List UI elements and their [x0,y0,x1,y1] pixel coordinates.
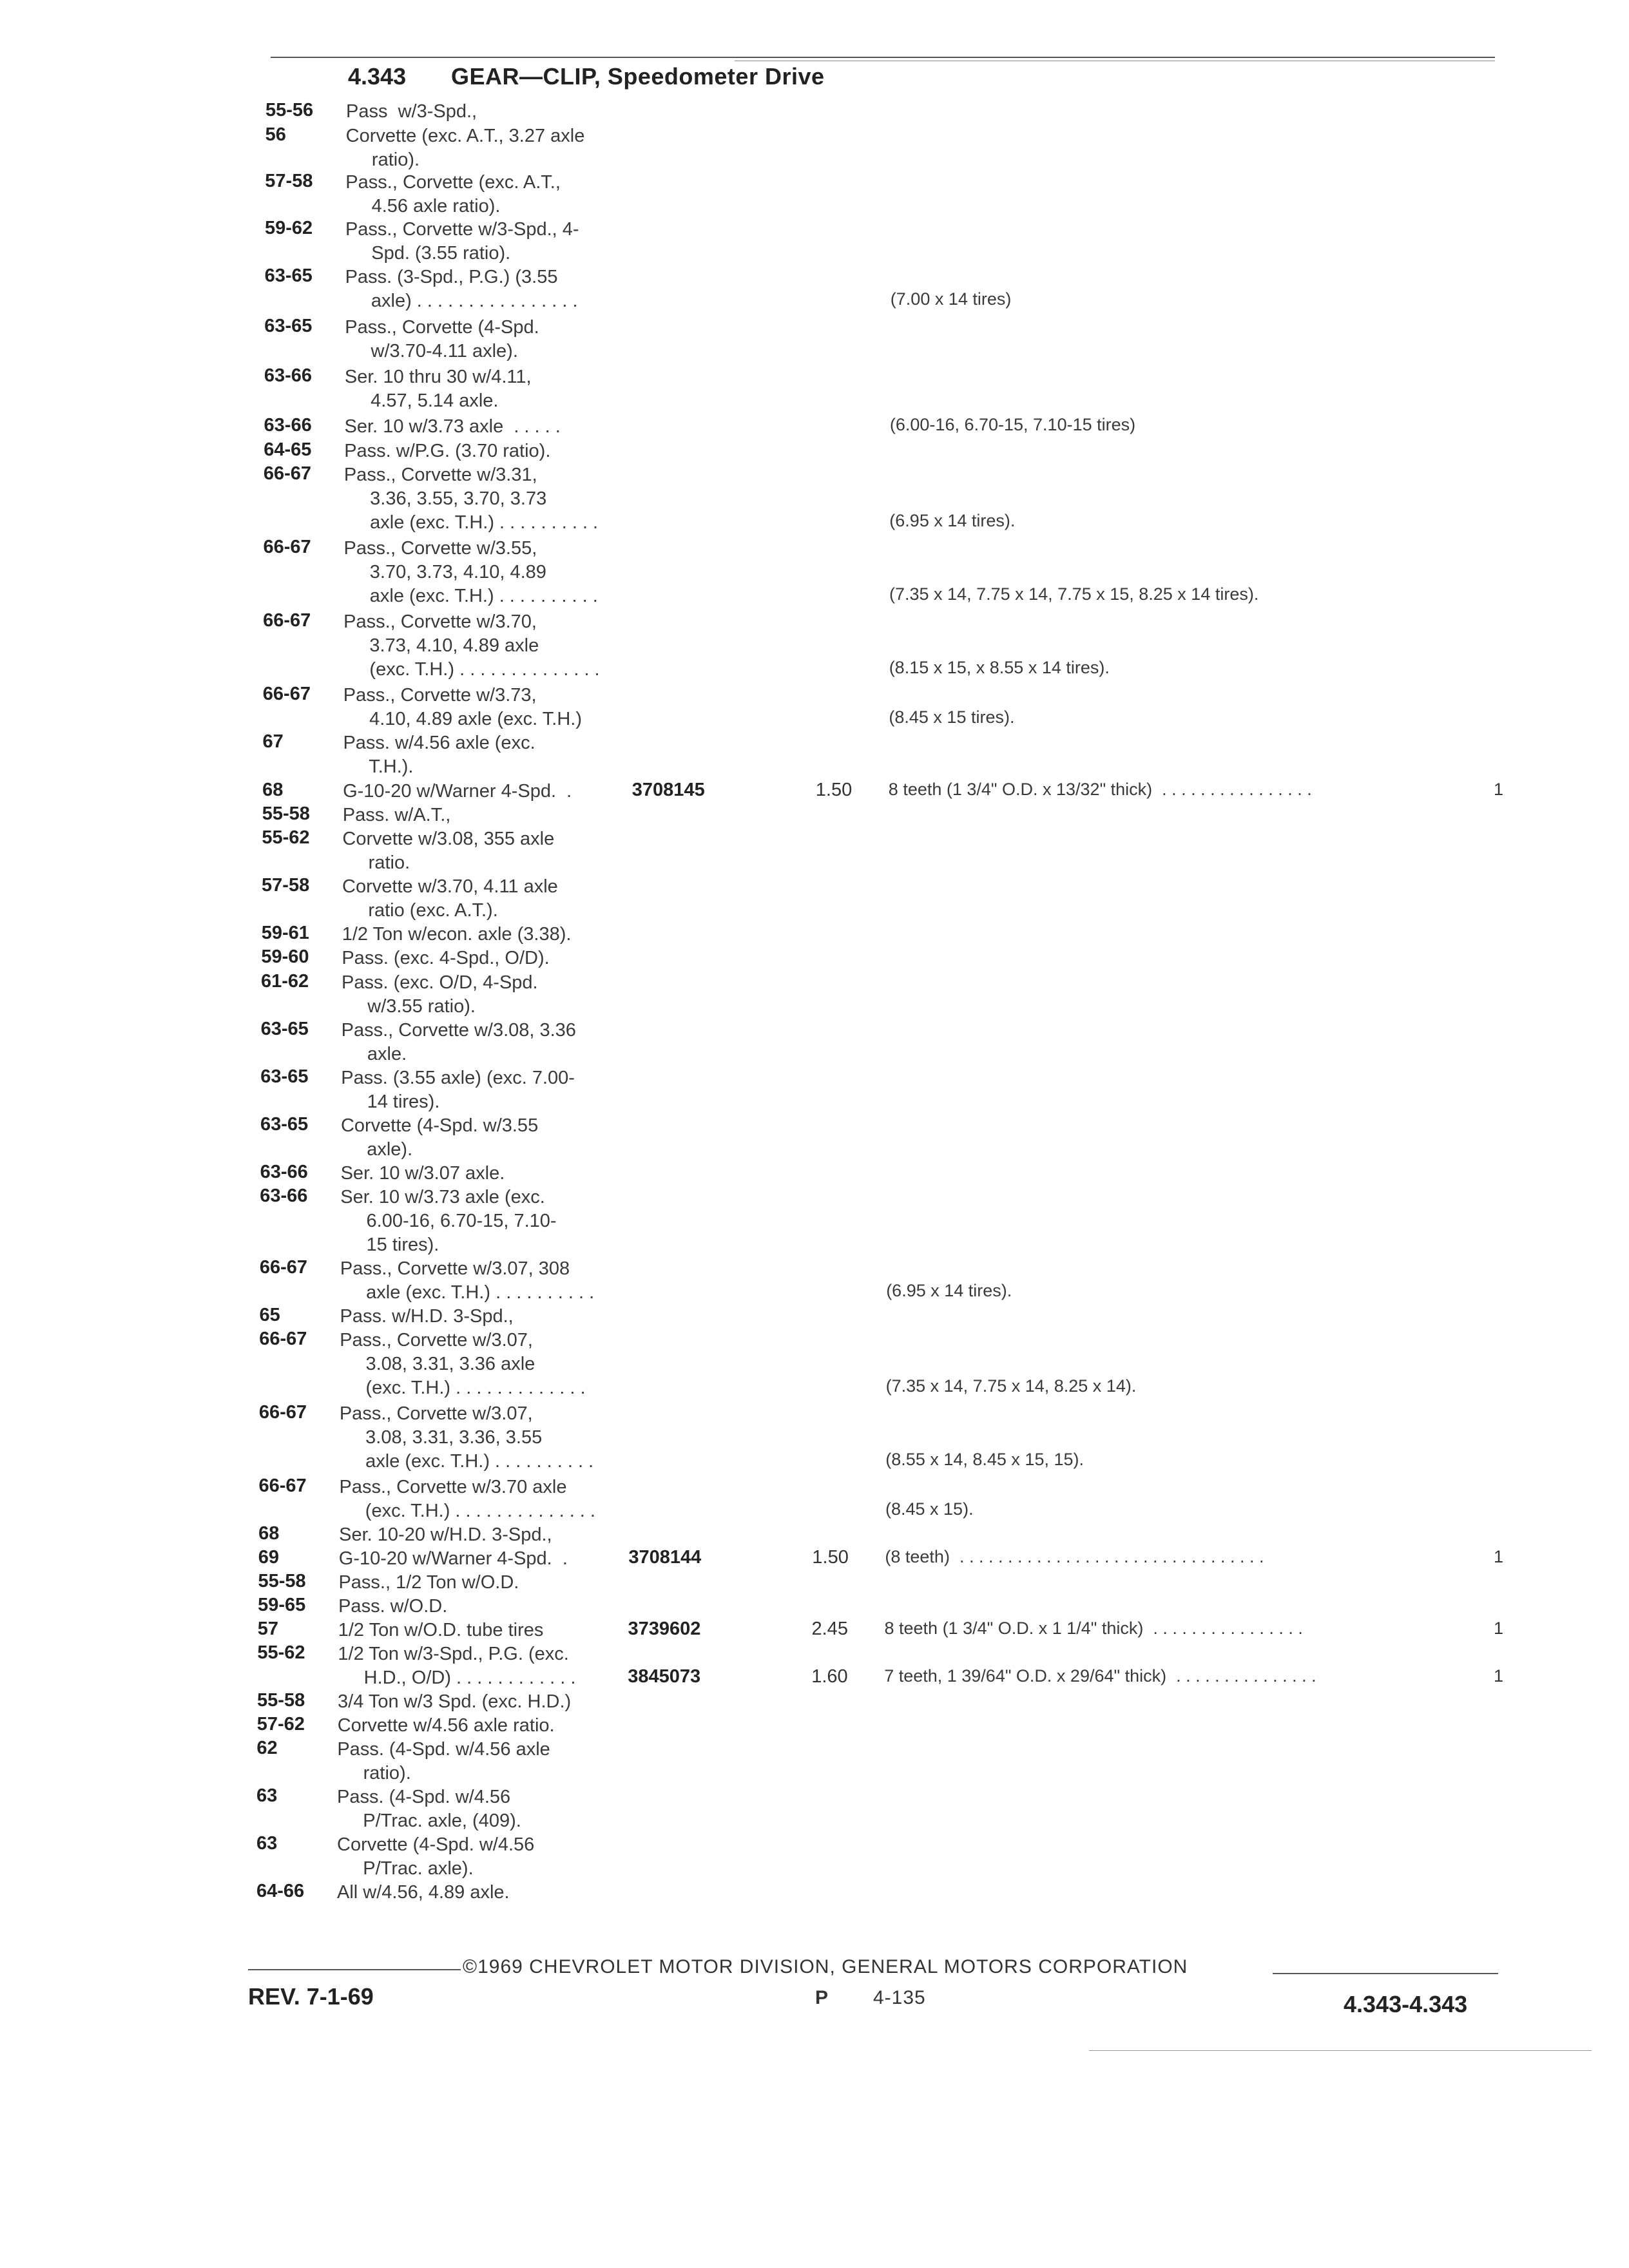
part-price: 1.50 [812,1547,849,1568]
row-year: 63 [256,1785,278,1806]
row-year: 66-67 [259,1257,308,1278]
row-year: 55-62 [262,827,310,848]
row-description: Pass., Corvette w/3.73, 4.10, 4.89 axle (exc. T.H.) [343,685,582,729]
section-range: 4.343-4.343 [1344,1991,1468,2017]
quantity: 1 [1494,1547,1504,1566]
part-number: 3739602 [628,1619,701,1639]
row-description: G-10-20 w/Warner 4-Spd. . [343,781,572,802]
row-year: 69 [258,1547,280,1568]
row-description: Ser. 10 w/3.07 axle. [340,1163,505,1184]
bottom-rule [1089,2050,1592,2051]
row-remark: (7.35 x 14, 7.75 x 14, 8.25 x 14). [885,1376,1137,1396]
row-year: 66-67 [262,684,311,704]
row-remark: (6.95 x 14 tires). [889,511,1016,530]
page-title: GEAR—CLIP, Speedometer Drive [451,63,825,90]
row-year: 66-67 [258,1475,307,1496]
row-year: 63-66 [264,365,313,386]
row-description: Corvette w/4.56 axle ratio. [337,1715,555,1736]
quantity: 1 [1494,1666,1504,1686]
row-description: Pass. w/H.D. 3-Spd., [340,1306,514,1327]
row-year: 68 [258,1523,280,1544]
row-description: Ser. 10-20 w/H.D. 3-Spd., [339,1524,552,1545]
row-year: 59-65 [258,1595,306,1615]
top-rule [271,57,1495,58]
row-year: 57 [257,1619,279,1639]
page-number: 4-135 [873,1987,926,2008]
row-year: 63-65 [260,1114,309,1135]
row-description: Pass., Corvette w/3.31, 3.36, 3.55, 3.70, 3.73 axle (exc. T.H.) . . . . . . . . . . [343,465,599,533]
row-remark: (8 teeth) . . . . . . . . . . . . . . . . . . . . . . . . . . . . . . . . [885,1547,1264,1566]
row-remark: (8.15 x 15, x 8.55 x 14 tires). [889,658,1110,677]
row-remark: (8.55 x 14, 8.45 x 15, 15). [885,1450,1084,1469]
row-year: 63-66 [260,1186,308,1206]
row-remark: (6.00-16, 6.70-15, 7.10-15 tires) [889,415,1136,434]
row-description: Corvette w/3.08, 355 axle ratio. [342,829,555,873]
row-year: 55-58 [262,803,310,824]
row-year: 57-58 [265,171,313,191]
row-year: 66-67 [258,1402,307,1423]
row-year: 66-67 [263,537,311,557]
row-description: Pass., Corvette w/3.07, 308 axle (exc. T.H.) . . . . . . . . . . [340,1258,595,1303]
row-year: 59-60 [261,947,309,967]
quantity: 1 [1494,780,1504,799]
row-year: 62 [256,1738,278,1758]
row-year: 63-65 [260,1019,309,1039]
row-year: 59-61 [261,923,309,943]
row-description: Pass w/3-Spd., [346,101,477,122]
row-description: All w/4.56, 4.89 axle. [337,1882,510,1903]
row-year: 67 [262,731,284,752]
revision-date: REV. 7-1-69 [248,1983,374,2010]
row-description: Ser. 10 w/3.73 axle . . . . . [344,416,561,437]
row-remark: (7.35 x 14, 7.75 x 14, 7.75 x 15, 8.25 x 14 tires). [889,584,1259,604]
row-description: Ser. 10 thru 30 w/4.11, 4.57, 5.14 axle. [344,367,532,411]
part-number: 3708145 [631,780,705,800]
part-price: 1.50 [815,780,853,800]
row-year: 55-58 [258,1571,306,1591]
row-year: 66-67 [259,1329,307,1349]
row-year: 59-62 [264,218,313,238]
row-description: Corvette (exc. A.T., 3.27 axle ratio). [345,126,585,170]
row-description: Pass. (3.55 axle) (exc. 7.00- 14 tires). [341,1068,575,1112]
part-number: 3708144 [628,1547,702,1568]
row-description: Pass., Corvette w/3.07, 3.08, 3.31, 3.36, 3.55 axle (exc. T.H.) . . . . . . . . . . [339,1403,594,1472]
row-description: Corvette w/3.70, 4.11 axle ratio (exc. A.T.). [342,876,558,921]
part-price: 1.60 [811,1666,848,1687]
row-year: 66-67 [263,610,311,631]
row-description: Pass. (4-Spd. w/4.56 P/Trac. axle, (409). [337,1787,521,1831]
row-description: Pass., Corvette w/3-Spd., 4- Spd. (3.55 ratio). [345,219,579,264]
page-prefix: P [815,1987,829,2008]
row-description: Pass., Corvette w/3.70, 3.73, 4.10, 4.89 axle (exc. T.H.) . . . . . . . . . . . . . . [343,611,600,680]
row-remark: 8 teeth (1 3/4" O.D. x 1 1/4" thick) . . . . . . . . . . . . . . . . [884,1619,1303,1638]
row-remark: (7.00 x 14 tires) [890,289,1012,309]
row-year: 56 [265,124,286,145]
row-description: Pass. w/A.T., [342,805,451,825]
row-description: Pass., Corvette w/3.07, 3.08, 3.31, 3.36 axle (exc. T.H.) . . . . . . . . . . . . . [340,1330,586,1398]
row-description: Pass., Corvette (exc. A.T., 4.56 axle ratio). [345,172,561,216]
row-description: Pass. w/P.G. (3.70 ratio). [344,441,551,461]
row-year: 63-65 [264,316,313,336]
row-description: Pass. (exc. O/D, 4-Spd. w/3.55 ratio). [342,972,538,1017]
part-price: 2.45 [811,1619,848,1639]
row-description: Pass., Corvette (4-Spd. w/3.70-4.11 axle). [345,317,539,361]
row-year: 63 [256,1833,278,1854]
row-description: G-10-20 w/Warner 4-Spd. . [338,1548,568,1569]
row-year: 57-62 [256,1714,305,1735]
row-year: 68 [262,780,284,800]
row-remark: 8 teeth (1 3/4" O.D. x 13/32" thick) . . . . . . . . . . . . . . . . [888,780,1312,799]
row-year: 66-67 [263,463,312,484]
row-description: 1/2 Ton w/econ. axle (3.38). [342,924,572,945]
row-description: Pass. (4-Spd. w/4.56 axle ratio). [337,1739,550,1783]
row-description: Corvette (4-Spd. w/4.56 P/Trac. axle). [337,1834,535,1879]
row-remark: (6.95 x 14 tires). [886,1281,1012,1300]
row-year: 61-62 [261,971,309,992]
footer-rule-left [248,1969,461,1970]
row-description: Pass. w/4.56 axle (exc. T.H.). [343,733,535,777]
row-remark: (8.45 x 15 tires). [889,707,1015,727]
row-year: 63-66 [264,415,312,436]
row-year: 64-65 [264,439,312,460]
row-description: Pass., Corvette w/3.08, 3.36 axle. [341,1020,576,1064]
row-description: Ser. 10 w/3.73 axle (exc. 6.00-16, 6.70-15, 7.10- 15 tires). [340,1187,557,1255]
row-year: 55-56 [265,100,314,120]
row-year: 64-66 [256,1881,305,1901]
row-description: Pass. w/O.D. [338,1596,448,1617]
row-year: 55-58 [257,1690,305,1711]
section-number: 4.343 [348,63,407,90]
row-description: 1/2 Ton w/3-Spd., P.G. (exc. H.D., O/D) . . . . . . . . . . . . [338,1644,576,1688]
row-description: Pass., Corvette w/3.55, 3.70, 3.73, 4.10, 4.89 axle (exc. T.H.) . . . . . . . . . . [343,538,598,606]
copyright-notice: ©1969 CHEVROLET MOTOR DIVISION, GENERAL MOTORS CORPORATION [463,1956,1188,1977]
row-description: 1/2 Ton w/O.D. tube tires [338,1620,544,1640]
row-description: Pass., Corvette w/3.70 axle (exc. T.H.) . . . . . . . . . . . . . . [339,1477,595,1521]
quantity: 1 [1494,1619,1504,1638]
row-year: 57-58 [262,875,310,896]
row-remark: (8.45 x 15). [885,1499,974,1519]
row-description: Pass. (3-Spd., P.G.) (3.55 axle) . . . . . . . . . . . . . . . . [345,267,578,311]
row-description: Pass. (exc. 4-Spd., O/D). [342,948,550,968]
row-year: 55-62 [257,1642,305,1663]
row-year: 65 [259,1305,280,1325]
row-year: 63-66 [260,1162,308,1182]
row-remark: 7 teeth, 1 39/64" O.D. x 29/64" thick) . . . . . . . . . . . . . . . [884,1666,1316,1686]
row-description: Corvette (4-Spd. w/3.55 axle). [340,1115,539,1160]
row-description: Pass., 1/2 Ton w/O.D. [338,1572,519,1593]
row-year: 63-65 [264,265,313,286]
row-year: 63-65 [260,1066,309,1087]
row-description: 3/4 Ton w/3 Spd. (exc. H.D.) [338,1691,572,1712]
footer-rule-right [1273,1973,1498,1974]
part-number: 3845073 [628,1666,701,1687]
